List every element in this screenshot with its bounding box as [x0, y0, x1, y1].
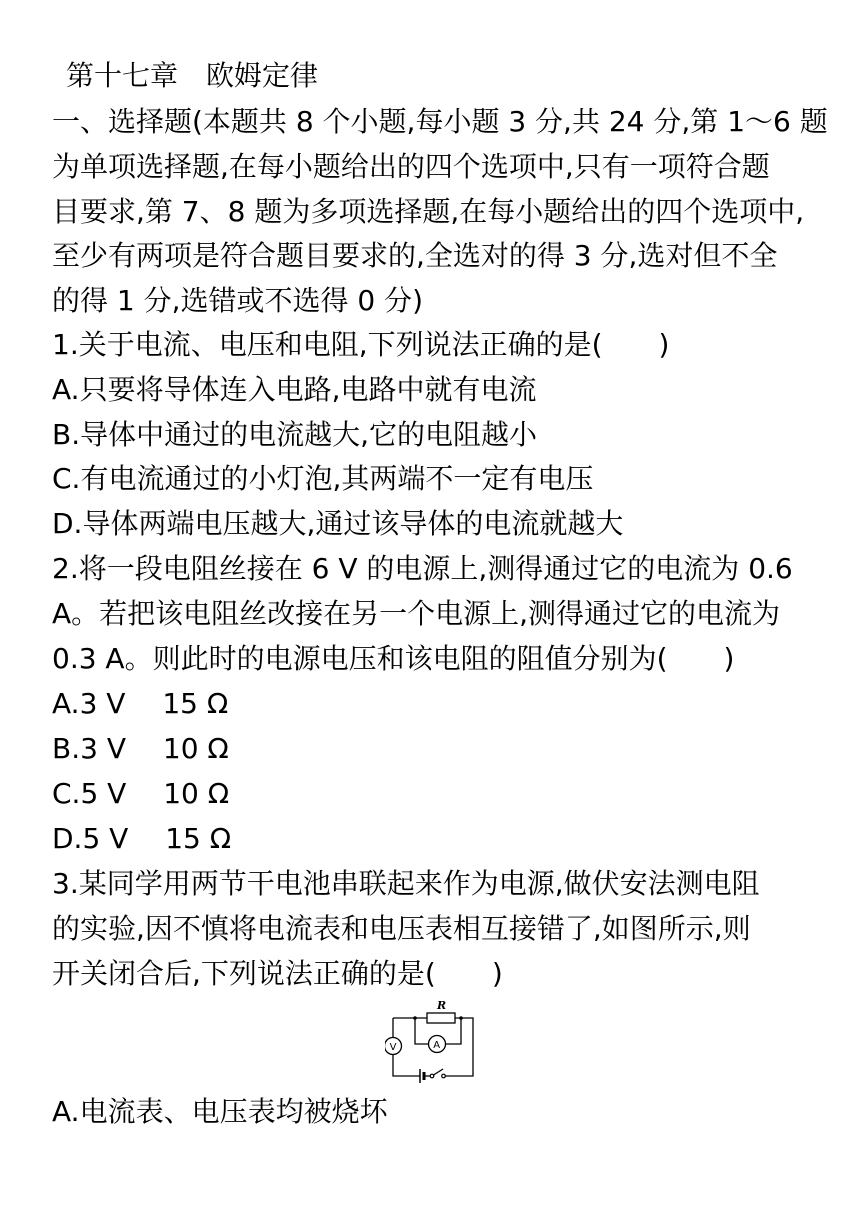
question-stem: A。若把该电阻丝改接在另一个电源上,测得通过它的电流为	[52, 597, 781, 630]
switch-symbol	[430, 1074, 434, 1078]
option-d: D.5 V 15 Ω	[52, 822, 232, 855]
voltmeter-label: V	[389, 1042, 397, 1053]
option-b: B.3 V 10 Ω	[52, 732, 229, 765]
option-a: A.3 V 15 Ω	[52, 687, 229, 720]
option-d: D.导体两端电压越大,通过该导体的电流就越大	[52, 507, 624, 540]
ammeter-label: A	[433, 1040, 441, 1051]
question-stem: 的实验,因不慎将电流表和电压表相互接错了,如图所示,则	[52, 912, 751, 945]
chapter-title: 第十七章 欧姆定律	[66, 59, 319, 92]
option-a: A.电流表、电压表均被烧坏	[52, 1095, 388, 1128]
question-stem: 2.将一段电阻丝接在 6 V 的电源上,测得通过它的电流为 0.6	[52, 552, 793, 585]
question-stem: 0.3 A。则此时的电源电压和该电阻的阻值分别为( )	[52, 642, 735, 675]
section-line: 目要求,第 7、8 题为多项选择题,在每小题给出的四个选项中,	[52, 195, 805, 228]
section-line: 一、选择题(本题共 8 个小题,每小题 3 分,共 24 分,第 1～6 题	[52, 105, 828, 138]
section-line: 为单项选择题,在每小题给出的四个选项中,只有一项符合题	[52, 150, 770, 183]
option-c: C.5 V 10 Ω	[52, 777, 230, 810]
junction-dot	[459, 1016, 463, 1020]
resistor-symbol	[427, 1013, 455, 1023]
question-stem: 1.关于电流、电压和电阻,下列说法正确的是( )	[52, 328, 670, 361]
circuit-diagram	[385, 996, 480, 1088]
option-a: A.只要将导体连入电路,电路中就有电流	[52, 373, 537, 406]
option-c: C.有电流通过的小灯泡,其两端不一定有电压	[52, 462, 594, 495]
section-line: 的得 1 分,选错或不选得 0 分)	[52, 284, 424, 317]
section-line: 至少有两项是符合题目要求的,全选对的得 3 分,选对但不全	[52, 239, 778, 272]
question-stem: 开关闭合后,下列说法正确的是( )	[52, 957, 503, 990]
resistor-label: R	[437, 999, 447, 1012]
junction-dot	[413, 1016, 417, 1020]
question-stem: 3.某同学用两节干电池串联起来作为电源,做伏安法测电阻	[52, 867, 760, 900]
option-b: B.导体中通过的电流越大,它的电阻越小	[52, 418, 538, 451]
